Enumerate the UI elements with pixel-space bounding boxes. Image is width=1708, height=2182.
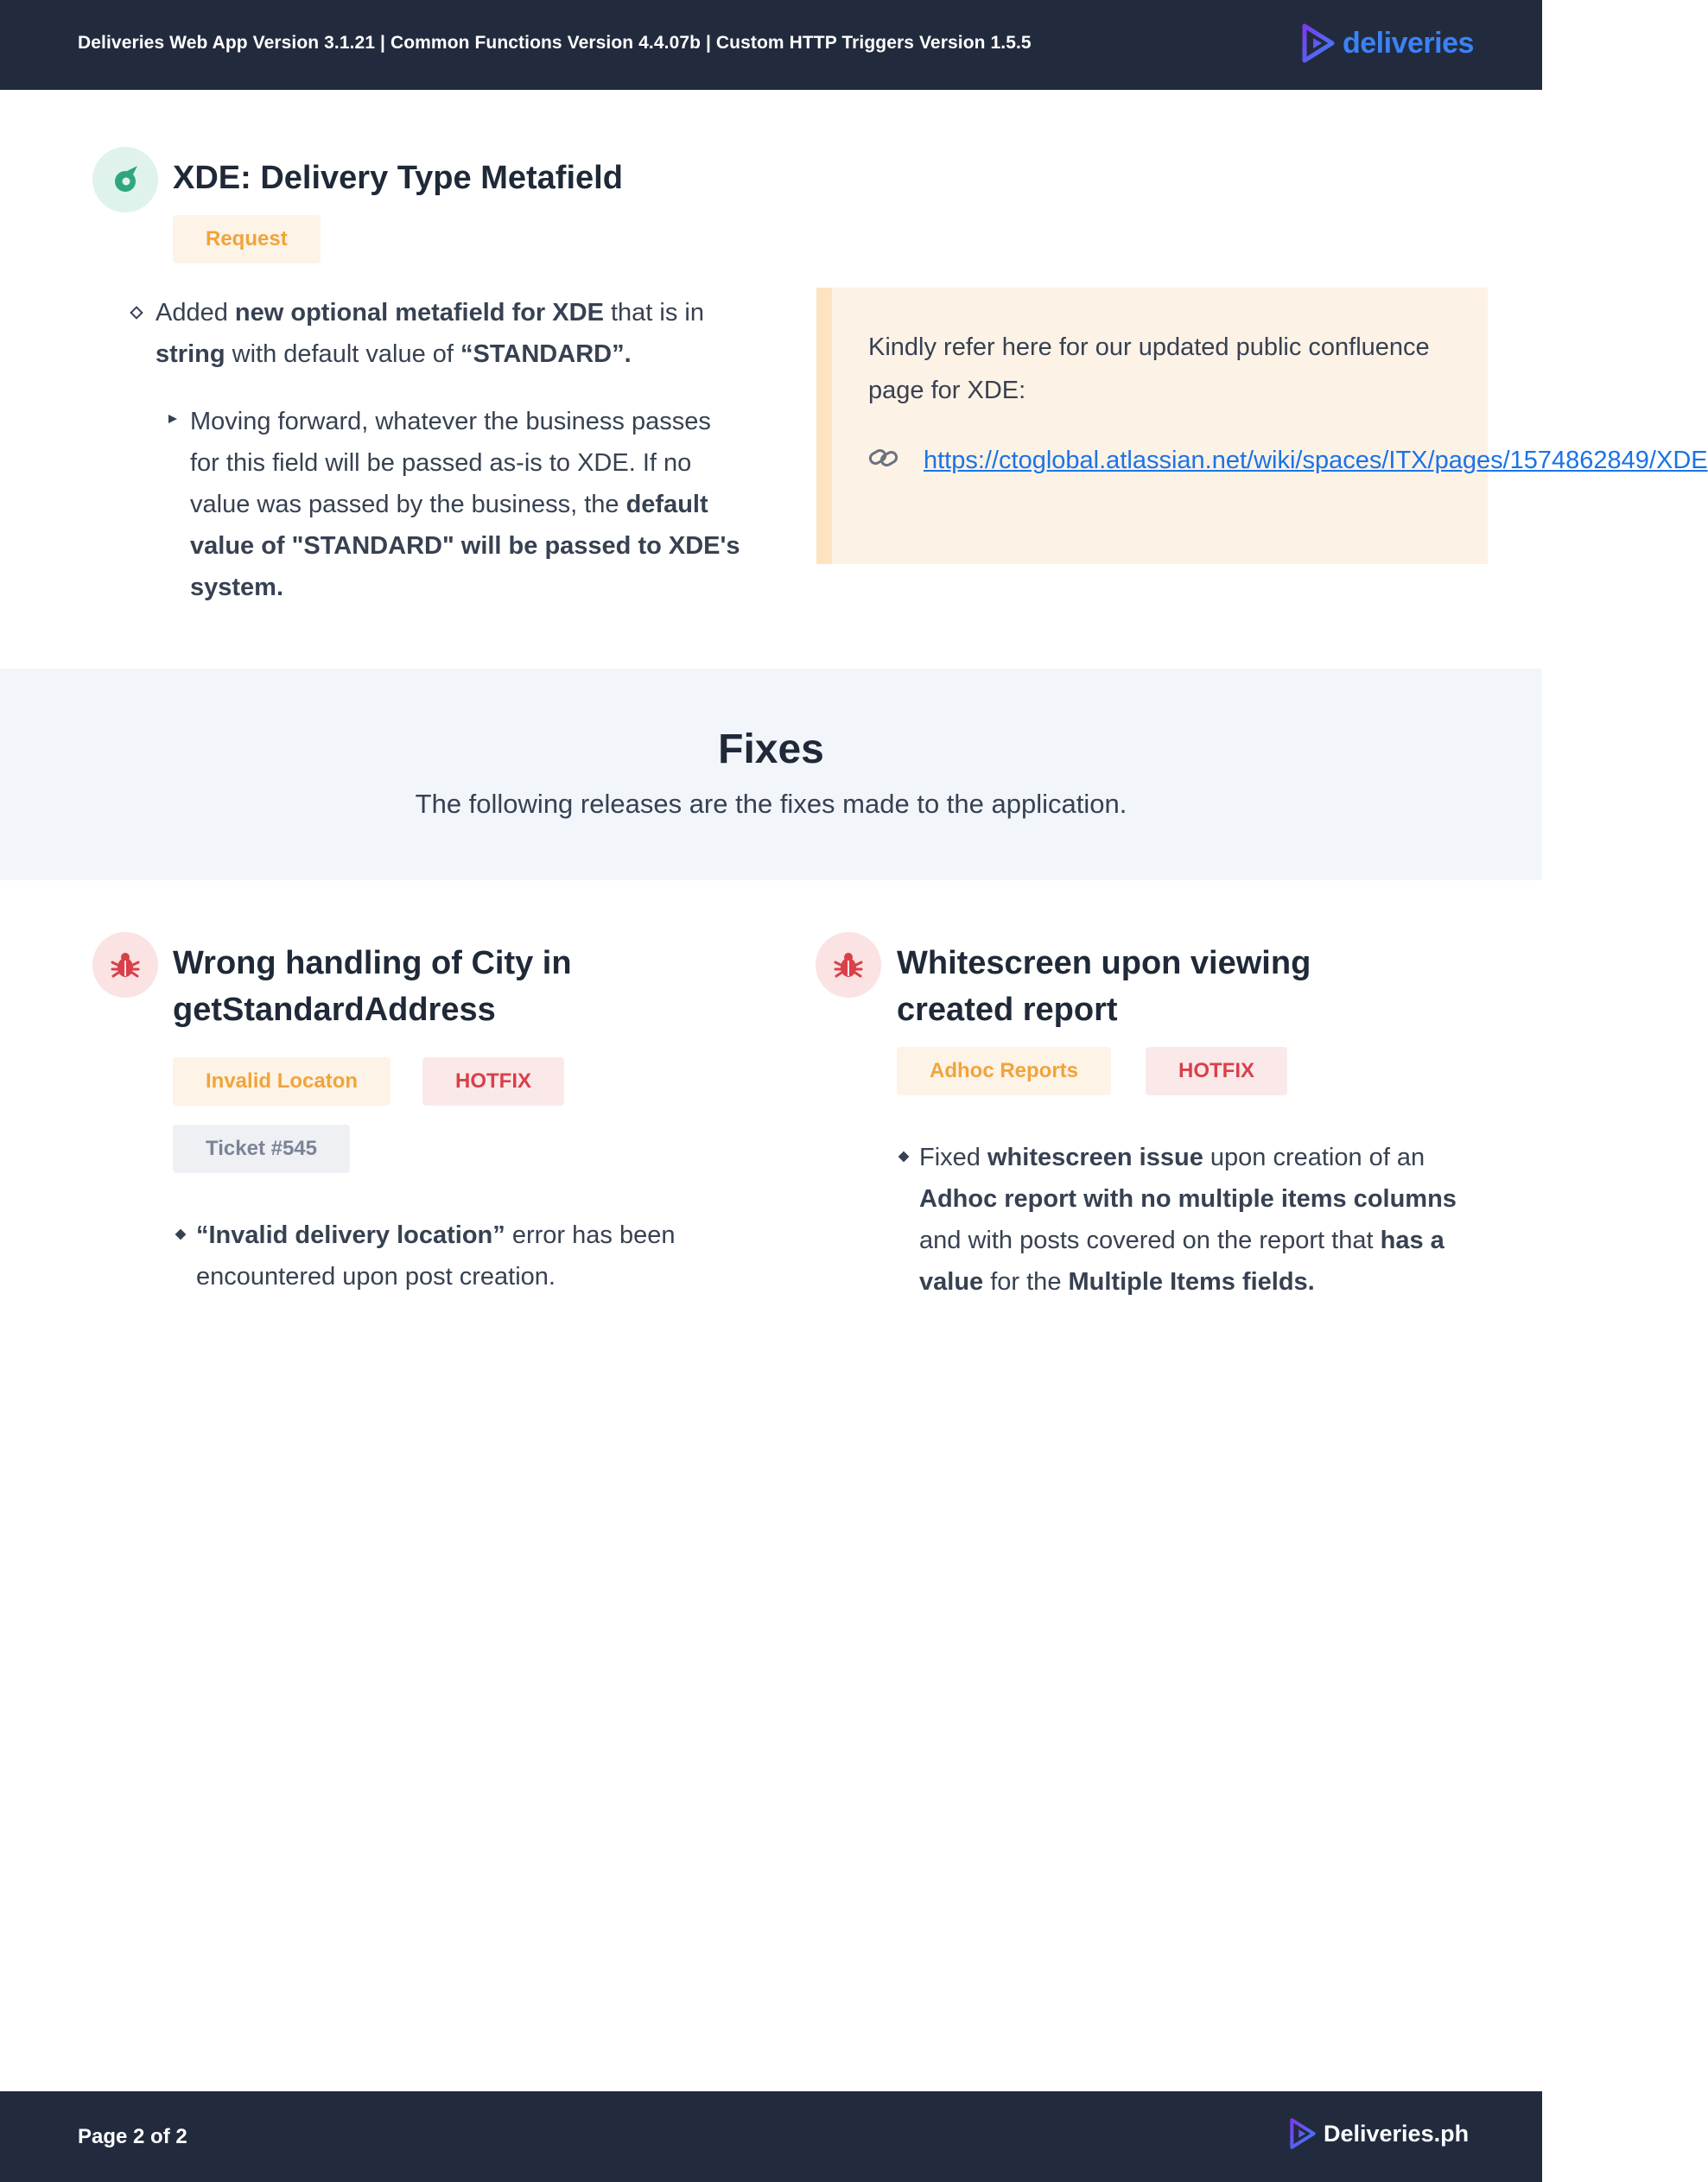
bold-segment: has a value [919, 1227, 1444, 1296]
bold-segment: “STANDARD”. [460, 340, 632, 368]
fix-left-title: Wrong handling of City in getStandardAddress [173, 945, 572, 1028]
note-text: Kindly refer here for our updated public confluence page for XDE: [868, 333, 1430, 404]
fixes-title: Fixes [718, 726, 824, 772]
tag-request: Request [173, 215, 321, 263]
text-segment: with default value of [225, 340, 461, 368]
fixes-banner [0, 669, 1542, 880]
tag-adhoc-reports: Adhoc Reports [897, 1047, 1111, 1095]
deliveries-logo-icon [1289, 2117, 1317, 2150]
diamond-bullet-icon [897, 1150, 911, 1168]
request-bullet-2 [190, 401, 743, 608]
footer-brand [1289, 2117, 1469, 2150]
page-footer [0, 2091, 1542, 2182]
request-bullet-1 [156, 292, 717, 375]
triangle-bullet-icon [167, 413, 179, 429]
text-segment: Added [156, 299, 235, 327]
text-segment: and with posts covered on the report that [919, 1227, 1381, 1254]
tag-ticket: Ticket #545 [173, 1125, 350, 1173]
footer-brand-name[interactable]: Deliveries.ph [1324, 2120, 1470, 2147]
bold-segment: whitescreen issue [987, 1144, 1203, 1171]
fix-right-title: Whitescreen upon viewing created report [897, 945, 1311, 1028]
brand-logo [1301, 22, 1474, 64]
version-info: Deliveries Web App Version 3.1.21 | Common Functions Version 4.4.07b | Custom HTTP Triggers Version 1.5.5 [78, 33, 1032, 53]
bold-segment: Multiple Items fields. [1068, 1268, 1315, 1296]
rocket-icon [92, 147, 158, 212]
tag-invalid-location: Invalid Locaton [173, 1057, 390, 1106]
bold-segment: string [156, 340, 225, 368]
brand-name: deliveries [1343, 26, 1474, 60]
confluence-link[interactable]: https://ctoglobal.atlassian.net/wiki/spaces/ITX/pages/1574862849/XDE [924, 447, 1708, 474]
fix-right-bullet [919, 1137, 1464, 1303]
hollow-diamond-icon [130, 306, 143, 324]
page-header [0, 0, 1542, 90]
text-segment: Fixed [919, 1144, 987, 1171]
bold-segment: new optional metafield for XDE [234, 299, 604, 327]
text-segment: upon creation of an [1203, 1144, 1425, 1171]
bold-segment: Adhoc report with no multiple items columns [919, 1185, 1457, 1213]
text-segment: that is in [603, 299, 704, 327]
bug-icon [816, 932, 881, 998]
bug-icon [92, 932, 158, 998]
page-number: Page 2 of 2 [78, 2125, 187, 2148]
diamond-bullet-icon [174, 1227, 187, 1246]
fix-left-bullet [196, 1215, 697, 1297]
text-segment: error has been encountered upon post creation. [196, 1221, 676, 1291]
bold-segment: default value of "STANDARD" will be passed to XDE's system. [190, 491, 740, 601]
text-segment: Moving forward, whatever the business passes for this field will be passed as-is to XDE. If no value was passed by the business, the [190, 408, 711, 518]
text-segment: for the [983, 1268, 1069, 1296]
tag-hotfix: HOTFIX [422, 1057, 564, 1106]
fixes-subtitle: The following releases are the fixes made to the application. [415, 789, 1127, 819]
bold-segment: “Invalid delivery location” [196, 1221, 505, 1249]
deliveries-logo-icon [1301, 22, 1336, 64]
confluence-note [816, 288, 1708, 564]
tag-hotfix: HOTFIX [1146, 1047, 1287, 1095]
link-icon [868, 445, 899, 475]
request-title: XDE: Delivery Type Metafield [173, 160, 623, 196]
